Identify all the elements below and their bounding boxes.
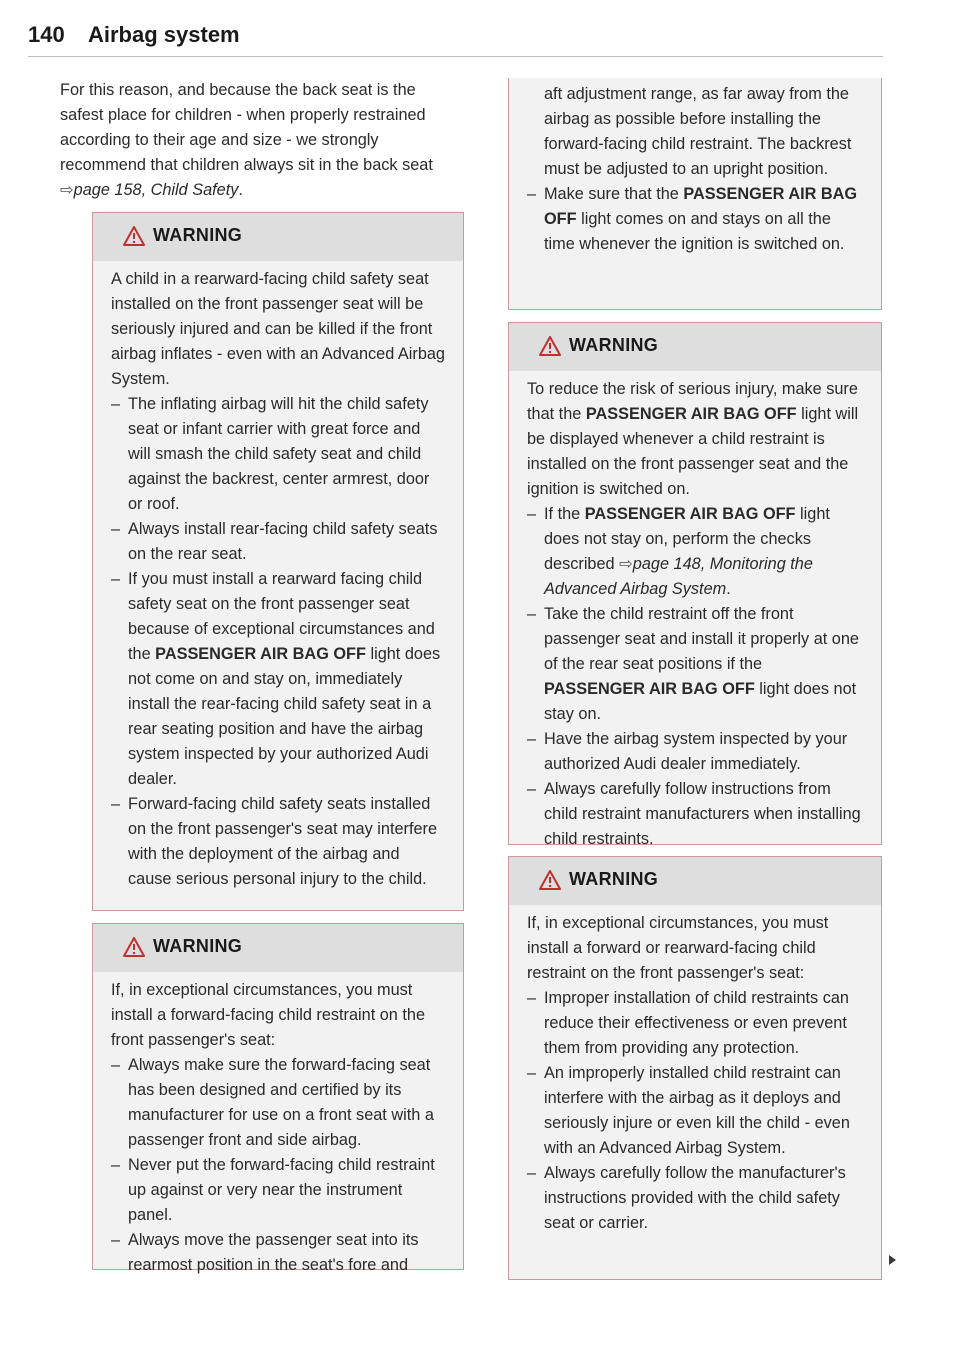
intro-text: For this reason, and because the back seat is the safest place for children - when properly restrained according to their age and size - we strongly recommend that children always sit in the back seat [60, 81, 433, 174]
warning-header [509, 323, 881, 371]
warning-box-2 [92, 923, 464, 1274]
warning-title: WARNING [153, 936, 243, 956]
page-header [28, 22, 883, 57]
warning-header [93, 924, 463, 972]
warning-triangle-icon [123, 937, 145, 957]
warning-body [509, 905, 881, 1244]
list-item: – Always move the passenger seat into its rearmost position in the seat's fore and [111, 1231, 419, 1274]
list-item: – Have the airbag system inspected by your authorized Audi dealer immediately. [527, 730, 848, 773]
warning-continued [508, 78, 882, 310]
warning-triangle-icon [123, 226, 145, 246]
list-item: – Always carefully follow instructions from child restraint manufacturers when installing child restraints. [527, 780, 861, 848]
section-title: Airbag system [88, 22, 240, 47]
warning-body [93, 261, 463, 900]
warning-body [93, 972, 463, 1286]
warning-box-4 [508, 856, 882, 1280]
warning-triangle-icon [539, 870, 561, 890]
page-number: 140 [28, 22, 65, 47]
list-item: – Always make sure the forward-facing seat has been designed and certified by its manufacturer for use on a front seat with a passenger front and side airbag. [111, 1056, 434, 1149]
xref-arrow-icon: ⇨ [60, 181, 74, 199]
warning-header [93, 213, 463, 261]
list-item: – Take the child restraint off the front passenger seat and install it properly at one of the rear seat positions if the PASSENGER AIR BAG OFF light does not stay on. [527, 605, 859, 723]
list-item: – Make sure that the PASSENGER AIR BAG OFF light comes on and stays on all the time whenever the ignition is switched on. [527, 185, 858, 253]
list-item: – Improper installation of child restraints can reduce their effectiveness or even prevent them from providing any protection. [527, 989, 849, 1057]
intro-paragraph [60, 78, 460, 203]
warning-lead: A child in a rearward-facing child safety seat installed on the front passenger seat will be seriously injured and can be killed if the front airbag inflates - even with an Advanced Airbag System. [111, 270, 445, 388]
list-item: – Always install rear-facing child safety seats on the rear seat. [111, 520, 438, 563]
xref-arrow-icon: ⇨ [619, 555, 633, 573]
list-item: – If you must install a rearward facing child safety seat on the front passenger seat because of exceptional circumstances and the PASSENGER AIR BAG OFF light does not come on and stay on, immediately install the rear-facing child safety seat in a rear seating position and have the airbag system inspected by your authorized Audi dealer. [111, 570, 441, 788]
intro-end: . [238, 181, 243, 199]
warning-body [509, 371, 881, 860]
xref-link[interactable]: page 148, Monitoring the Advanced Airbag System [544, 555, 813, 598]
list-item: – The inflating airbag will hit the child safety seat or infant carrier with great force and will smash the child safety seat and child against the backrest, center armrest, door or roof. [111, 395, 430, 513]
warning-triangle-icon [539, 336, 561, 356]
warning-lead: If, in exceptional circumstances, you must install a forward-facing child restraint on the front passenger's seat: [111, 981, 426, 1049]
xref-link[interactable]: page 158, Child Safety [73, 181, 239, 199]
warning-box-3 [508, 322, 882, 848]
warning-box-1 [92, 212, 464, 911]
warning-header [509, 857, 881, 905]
list-item: – Never put the forward-facing child restraint up against or very near the instrument panel. [111, 1156, 435, 1224]
continue-arrow-icon [889, 1255, 896, 1265]
warning-title: WARNING [569, 869, 659, 889]
warning-title: WARNING [153, 225, 243, 245]
warning-lead: To reduce the risk of serious injury, make sure that the PASSENGER AIR BAG OFF light will be displayed whenever a child restraint is installed on the front passenger seat and the ignition is switched on. [527, 380, 859, 498]
list-item: – Always carefully follow the manufacturer's instructions provided with the child safety seat or carrier. [527, 1164, 846, 1232]
list-item: – An improperly installed child restraint can interfere with the airbag as it deploys and seriously injure or even kill the child - even with an Advanced Airbag System. [527, 1064, 850, 1157]
list-item: – Forward-facing child safety seats installed on the front passenger's seat may interfere with the deployment of the airbag and cause serious personal injury to the child. [111, 795, 438, 888]
warning-lead: If, in exceptional circumstances, you must install a forward or rearward-facing child restraint on the front passenger's seat: [527, 914, 829, 982]
warning-title: WARNING [569, 335, 659, 355]
list-item: – If the PASSENGER AIR BAG OFF light does not stay on, perform the checks described ⇨page 148, Monitoring the Advanced Airbag System. [527, 505, 830, 598]
continued-text: aft adjustment range, as far away from the airbag as possible before installing the forward-facing child restraint. The backrest must be adjusted to an upright position. [544, 85, 852, 178]
